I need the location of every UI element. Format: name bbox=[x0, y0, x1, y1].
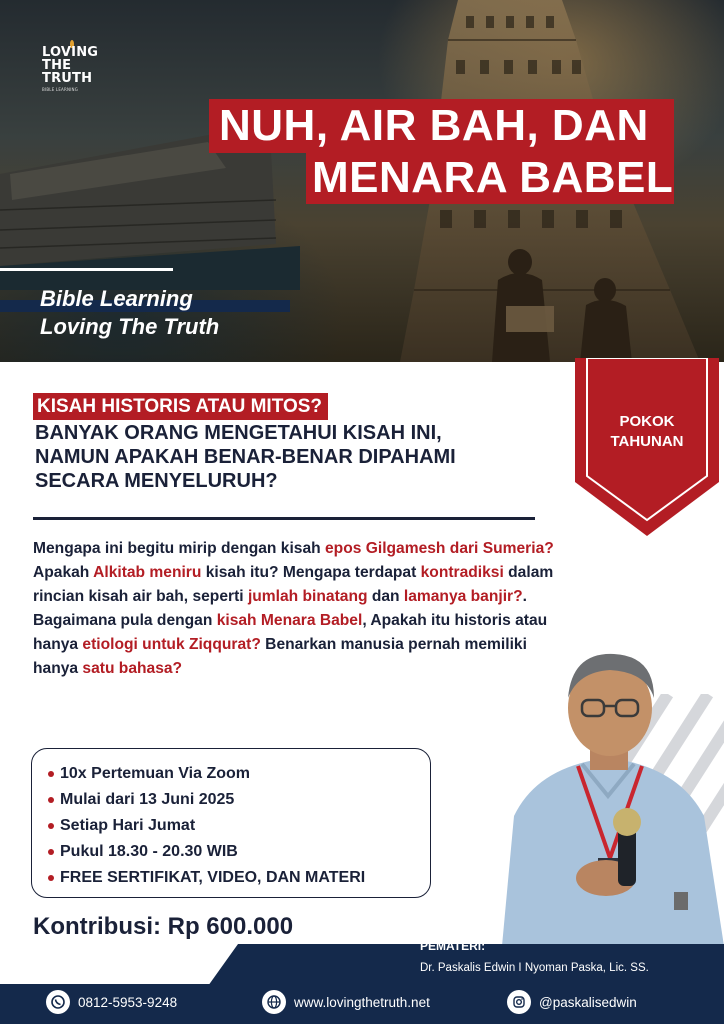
body-text: . Bagaimana pula dengan bbox=[33, 588, 527, 629]
event-details-box bbox=[31, 748, 431, 898]
ribbon-label bbox=[575, 412, 719, 452]
body-text: dalam rincian kisah air bah, seperti bbox=[33, 564, 554, 605]
title-line-1: NUH, AIR BAH, DAN bbox=[209, 99, 674, 153]
headline-line-1: BANYAK ORANG MENGETAHUI KISAH INI, bbox=[35, 422, 442, 444]
detail-text: Pukul 18.30 - 20.30 WIB bbox=[60, 843, 238, 860]
instagram-handle[interactable]: @paskalisedwin bbox=[539, 994, 637, 1010]
detail-item bbox=[48, 839, 430, 865]
ribbon-line-1: POKOK bbox=[619, 413, 675, 430]
bullet-icon bbox=[48, 823, 54, 829]
body-highlight: jumlah binatang bbox=[247, 588, 368, 605]
question-badge: KISAH HISTORIS ATAU MITOS? bbox=[33, 393, 328, 420]
contact-instagram[interactable] bbox=[507, 989, 637, 1015]
speaker-label: PEMATERI: bbox=[420, 939, 486, 953]
body-highlight: lamanya banjir? bbox=[403, 588, 523, 605]
speaker-name: Dr. Paskalis Edwin I Nyoman Paska, Lic. SS. bbox=[420, 962, 649, 974]
headline-line-2: NAMUN APAKAH BENAR-BENAR DIPAHAMI bbox=[35, 446, 456, 468]
bullet-icon bbox=[48, 875, 54, 881]
body-text: , Apakah itu historis atau hanya bbox=[33, 612, 548, 653]
body-text: Benarkan manusia pernah memiliki hanya bbox=[33, 636, 527, 677]
tagline-line-1: Bible Learning bbox=[40, 286, 193, 311]
detail-text: Setiap Hari Jumat bbox=[60, 817, 196, 834]
brand-line-4: BIBLE LEARNING bbox=[42, 87, 79, 92]
tagline bbox=[40, 285, 219, 341]
body-highlight: satu bahasa? bbox=[82, 660, 183, 677]
body-highlight: etiologi untuk Ziqqurat? bbox=[82, 636, 261, 653]
title-line-2: MENARA BABEL bbox=[306, 152, 674, 204]
body-highlight: epos Gilgamesh dari Sumeria? bbox=[325, 540, 554, 557]
section-divider bbox=[33, 517, 535, 520]
speaker-photo bbox=[478, 646, 724, 946]
tagline-line-2: Loving The Truth bbox=[40, 314, 220, 339]
detail-text: 10x Pertemuan Via Zoom bbox=[60, 765, 250, 782]
brand-line-1: LOVING bbox=[42, 45, 99, 60]
hero-divider bbox=[0, 268, 173, 271]
contribution-price: Kontribusi: Rp 600.000 bbox=[33, 913, 294, 940]
bullet-icon bbox=[48, 771, 54, 777]
contact-phone[interactable] bbox=[46, 989, 177, 1015]
detail-item bbox=[48, 865, 430, 891]
detail-text: Mulai dari 13 Juni 2025 bbox=[60, 791, 235, 808]
headline bbox=[35, 421, 575, 493]
bullet-icon bbox=[48, 797, 54, 803]
hero-banner bbox=[0, 0, 724, 362]
body-text: kisah itu? Mengapa terdapat bbox=[201, 564, 421, 581]
contact-website[interactable] bbox=[262, 989, 430, 1015]
brand-line-3: TRUTH bbox=[42, 71, 93, 86]
body-highlight: kontradiksi bbox=[420, 564, 504, 581]
body-text: Apakah bbox=[33, 564, 94, 581]
detail-item bbox=[48, 761, 430, 787]
detail-text: FREE SERTIFIKAT, VIDEO, DAN MATERI bbox=[60, 869, 366, 886]
body-highlight: Alkitab meniru bbox=[93, 564, 202, 581]
more-info-label: Informasi lebih lanjut: bbox=[20, 962, 172, 979]
body-text: Mengapa ini begitu mirip dengan kisah bbox=[33, 540, 325, 557]
brand-line-2: THE bbox=[42, 58, 72, 73]
bullet-icon bbox=[48, 849, 54, 855]
body-text: dan bbox=[367, 588, 404, 605]
ribbon-line-2: TAHUNAN bbox=[610, 433, 684, 450]
headline-line-3: SECARA MENYELURUH? bbox=[35, 470, 278, 492]
body-highlight: kisah Menara Babel bbox=[216, 612, 363, 629]
detail-item bbox=[48, 813, 430, 839]
instagram-icon bbox=[507, 990, 531, 1014]
website-link[interactable]: www.lovingthetruth.net bbox=[294, 994, 430, 1010]
globe-icon bbox=[262, 990, 286, 1014]
detail-item bbox=[48, 787, 430, 813]
whatsapp-icon bbox=[46, 990, 70, 1014]
phone-number[interactable]: 0812-5953-9248 bbox=[78, 994, 178, 1010]
brand-logo bbox=[42, 46, 122, 92]
